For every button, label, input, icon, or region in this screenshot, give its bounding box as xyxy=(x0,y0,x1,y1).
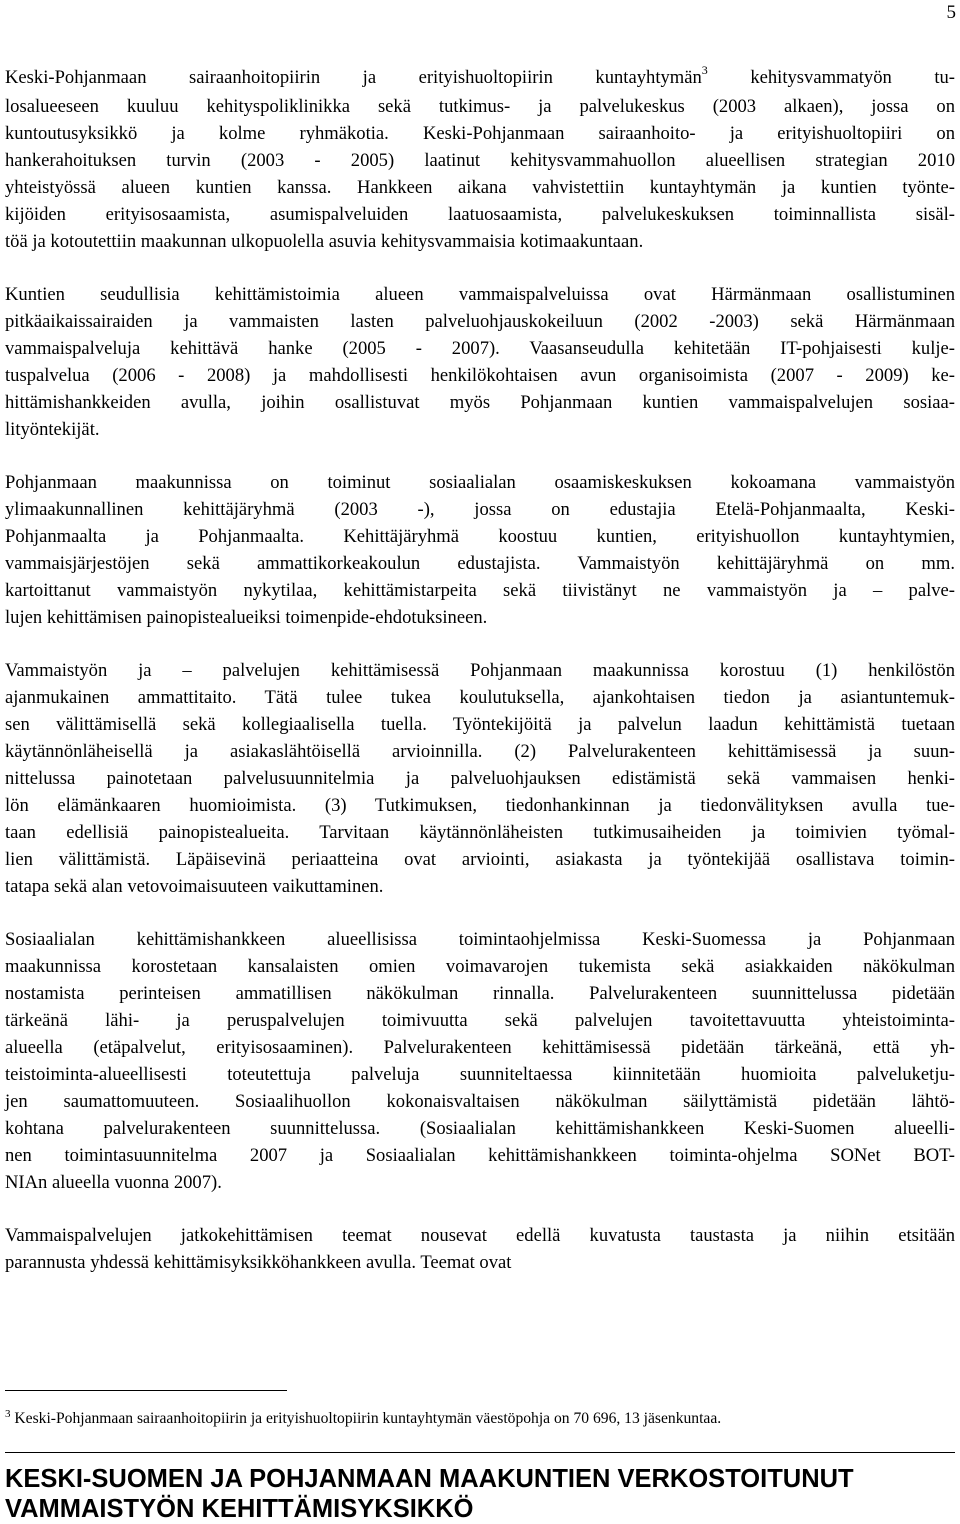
paragraph-5 xyxy=(5,926,955,1196)
text-line: losalueeseen kuuluu kehityspoliklinikka sekä tutkimus- ja palvelukeskus (2003 alkaen), jossa on xyxy=(5,96,955,117)
text-line: vammaisjärjestöjen sekä ammattikorkeakoulun edustajista. Vammaistyön kehittäjäryhmä on mm. xyxy=(5,553,955,574)
text-line: kijöiden erityisosaamista, asumispalveluiden laatuosaamista, palvelukeskuksen toiminnallista sisäl- xyxy=(5,204,955,225)
text-line: nostamista perinteisen ammatillisen näkökulman rinnalla. Palvelurakenteen suunnittelussa pidetään xyxy=(5,983,955,1004)
paragraph-1 xyxy=(5,64,955,255)
text-line: maakunnissa korostetaan kansalaisten omien voimavarojen tukemista sekä asiakkaiden näkökulman xyxy=(5,956,955,977)
footnote-divider xyxy=(5,1390,287,1391)
text-line: kartoittanut vammaistyön nykytilaa, kehittämistarpeita sekä tiivistänyt ne vammaistyön ja – palve- xyxy=(5,580,955,601)
text-line: jen saumattomuuteen. Sosiaalihuollon kokonaisvaltaisen näkökulman säilyttämistä pidetään lähtö- xyxy=(5,1091,955,1112)
text-line: tärkeänä lähi- ja peruspalvelujen toimivuutta sekä palvelujen tavoitettavuutta yhteistoiminta- xyxy=(5,1010,955,1031)
text-line: hankerahoituksen turvin (2003 - 2005) laatinut kehitysvammahuollon alueellisen strategian 2010 xyxy=(5,150,955,171)
text-line: Vammaispalvelujen jatkokehittämisen teemat nousevat edellä kuvatusta taustasta ja niihin etsitään xyxy=(5,1225,955,1246)
text-line: parannusta yhdessä kehittämisyksikköhankkeen avulla. Teemat ovat xyxy=(5,1252,512,1273)
text-segment: Keski-Pohjanmaan sairaanhoitopiirin ja erityishuoltopiirin kuntayhtymän xyxy=(5,67,702,88)
paragraph-4 xyxy=(5,657,955,900)
footnote-mark: 3 xyxy=(5,1408,11,1420)
text-line: lön elämänkaaren huomioimista. (3) Tutkimuksen, tiedonhankinnan ja tiedonvälityksen avulla tue- xyxy=(5,795,955,816)
text-line: kuntoutusyksikkö ja kolme ryhmäkotia. Keski-Pohjanmaan sairaanhoito- ja erityishuoltopiiri on xyxy=(5,123,955,144)
footer-line-2: VAMMAISTYÖN KEHITTÄMISYKSIKKÖ xyxy=(5,1495,474,1523)
paragraph-6 xyxy=(5,1222,955,1276)
text-line xyxy=(5,64,955,93)
text-line: NIAn alueella vuonna 2007). xyxy=(5,1172,222,1193)
text-line: yhteistyössä alueen kuntien kanssa. Hankkeen aikana vahvistettiin kuntayhtymän ja kuntien työnte- xyxy=(5,177,955,198)
footnote xyxy=(5,1409,955,1430)
text-line: Kuntien seudullisia kehittämistoimia alueen vammaispalveluissa ovat Härmänmaan osallistuminen xyxy=(5,284,955,305)
text-line: Pohjanmaalta ja Pohjanmaalta. Kehittäjäryhmä koostuu kuntien, erityishuollon kuntayhtymien, xyxy=(5,526,955,547)
paragraph-2 xyxy=(5,281,955,443)
body-text xyxy=(5,64,955,1276)
text-segment: kehitysvammatyön tu- xyxy=(750,67,955,88)
text-line: käytännönläheisellä ja asiakaslähtöisellä arvioinnilla. (2) Palvelurakenteen kehittämisessä ja suun- xyxy=(5,741,955,762)
text-line: Pohjanmaan maakunnissa on toiminut sosiaalialan osaamiskeskuksen kokoamana vammaistyön xyxy=(5,472,955,493)
text-line: Vammaistyön ja – palvelujen kehittämisessä Pohjanmaan maakunnissa korostuu (1) henkilöstön xyxy=(5,660,955,681)
text-line: lityöntekijät. xyxy=(5,419,100,440)
paragraph-3 xyxy=(5,469,955,631)
text-line: alueella (etäpalvelut, erityisosaaminen). Palvelurakenteen kehittämisessä pidetään tärkeänä, että yh- xyxy=(5,1037,955,1058)
text-line: pitkäaikaissairaiden ja vammaisten lasten palveluohjauskokeiluun (2002 -2003) sekä Härmänmaan xyxy=(5,311,955,332)
text-line: nittelussa painotetaan palvelusuunnitelmia ja palveluohjauksen edistämistä sekä vammaisen henki- xyxy=(5,768,955,789)
text-line: taan edellisiä painopistealueita. Tarvitaan käytännönläheisten tutkimusaiheiden ja toimivien työmal- xyxy=(5,822,955,843)
text-line: lien välittämistä. Läpäisevinä periaatteina ovat arviointi, asiakasta ja työntekijää osallistava toimin- xyxy=(5,849,955,870)
text-line: sen välittämisellä sekä kollegiaalisella tuella. Työntekijöitä ja palvelun laadun kehittämistä tuetaan xyxy=(5,714,955,735)
text-line: nen toimintasuunnitelma 2007 ja Sosiaalialan kehittämishankkeen toiminta-ohjelma SONet BOT- xyxy=(5,1145,955,1166)
footer-line-1: KESKI-SUOMEN JA POHJANMAAN MAAKUNTIEN VERKOSTOITUNUT xyxy=(5,1465,854,1493)
text-line: kohtana palvelurakenteen suunnittelussa. (Sosiaalialan kehittämishankkeen Keski-Suomen alueelli- xyxy=(5,1118,955,1139)
page-number: 5 xyxy=(946,2,956,23)
footnote-text: Keski-Pohjanmaan sairaanhoitopiirin ja erityishuoltopiirin kuntayhtymän väestöpohja on 70 696, 13 jäsenkuntaa. xyxy=(10,1410,722,1427)
text-line: tuspalvelua (2006 - 2008) ja mahdollisesti henkilökohtaisen avun organisoimista (2007 - 2009) ke- xyxy=(5,365,955,386)
text-line: Sosiaalialan kehittämishankkeen alueellisissa toimintaohjelmissa Keski-Suomessa ja Pohjanmaan xyxy=(5,929,955,950)
footer-divider xyxy=(5,1452,955,1453)
text-line: vammaispalveluja kehittävä hanke (2005 - 2007). Vaasanseudulla kehitetään IT-pohjaisesti kulje- xyxy=(5,338,955,359)
footnote-reference[interactable]: 3 xyxy=(701,63,708,77)
text-line: tatapa sekä alan vetovoimaisuuteen vaikuttaminen. xyxy=(5,876,384,897)
footer xyxy=(5,1464,955,1524)
text-line: ajanmukainen ammattitaito. Tätä tulee tukea koulutuksella, ajankohtaisen tiedon ja asiantuntemuk- xyxy=(5,687,955,708)
text-line: töä ja kotoutettiin maakunnan ulkopuolella asuvia kehitysvammaisia kotimaakuntaan. xyxy=(5,231,644,252)
text-line: ylimaakunnallinen kehittäjäryhmä (2003 -), jossa on edustajia Etelä-Pohjanmaalta, Keski- xyxy=(5,499,955,520)
text-line: teistoiminta-alueellisesti toteutettuja palveluja suunniteltaessa kiinnitetään huomioita palveluketju- xyxy=(5,1064,955,1085)
text-line: lujen kehittämisen painopistealueiksi toimenpide-ehdotuksineen. xyxy=(5,607,488,628)
text-line: hittämishankkeiden avulla, joihin osallistuvat myös Pohjanmaan kuntien vammaispalvelujen sosiaa- xyxy=(5,392,955,413)
